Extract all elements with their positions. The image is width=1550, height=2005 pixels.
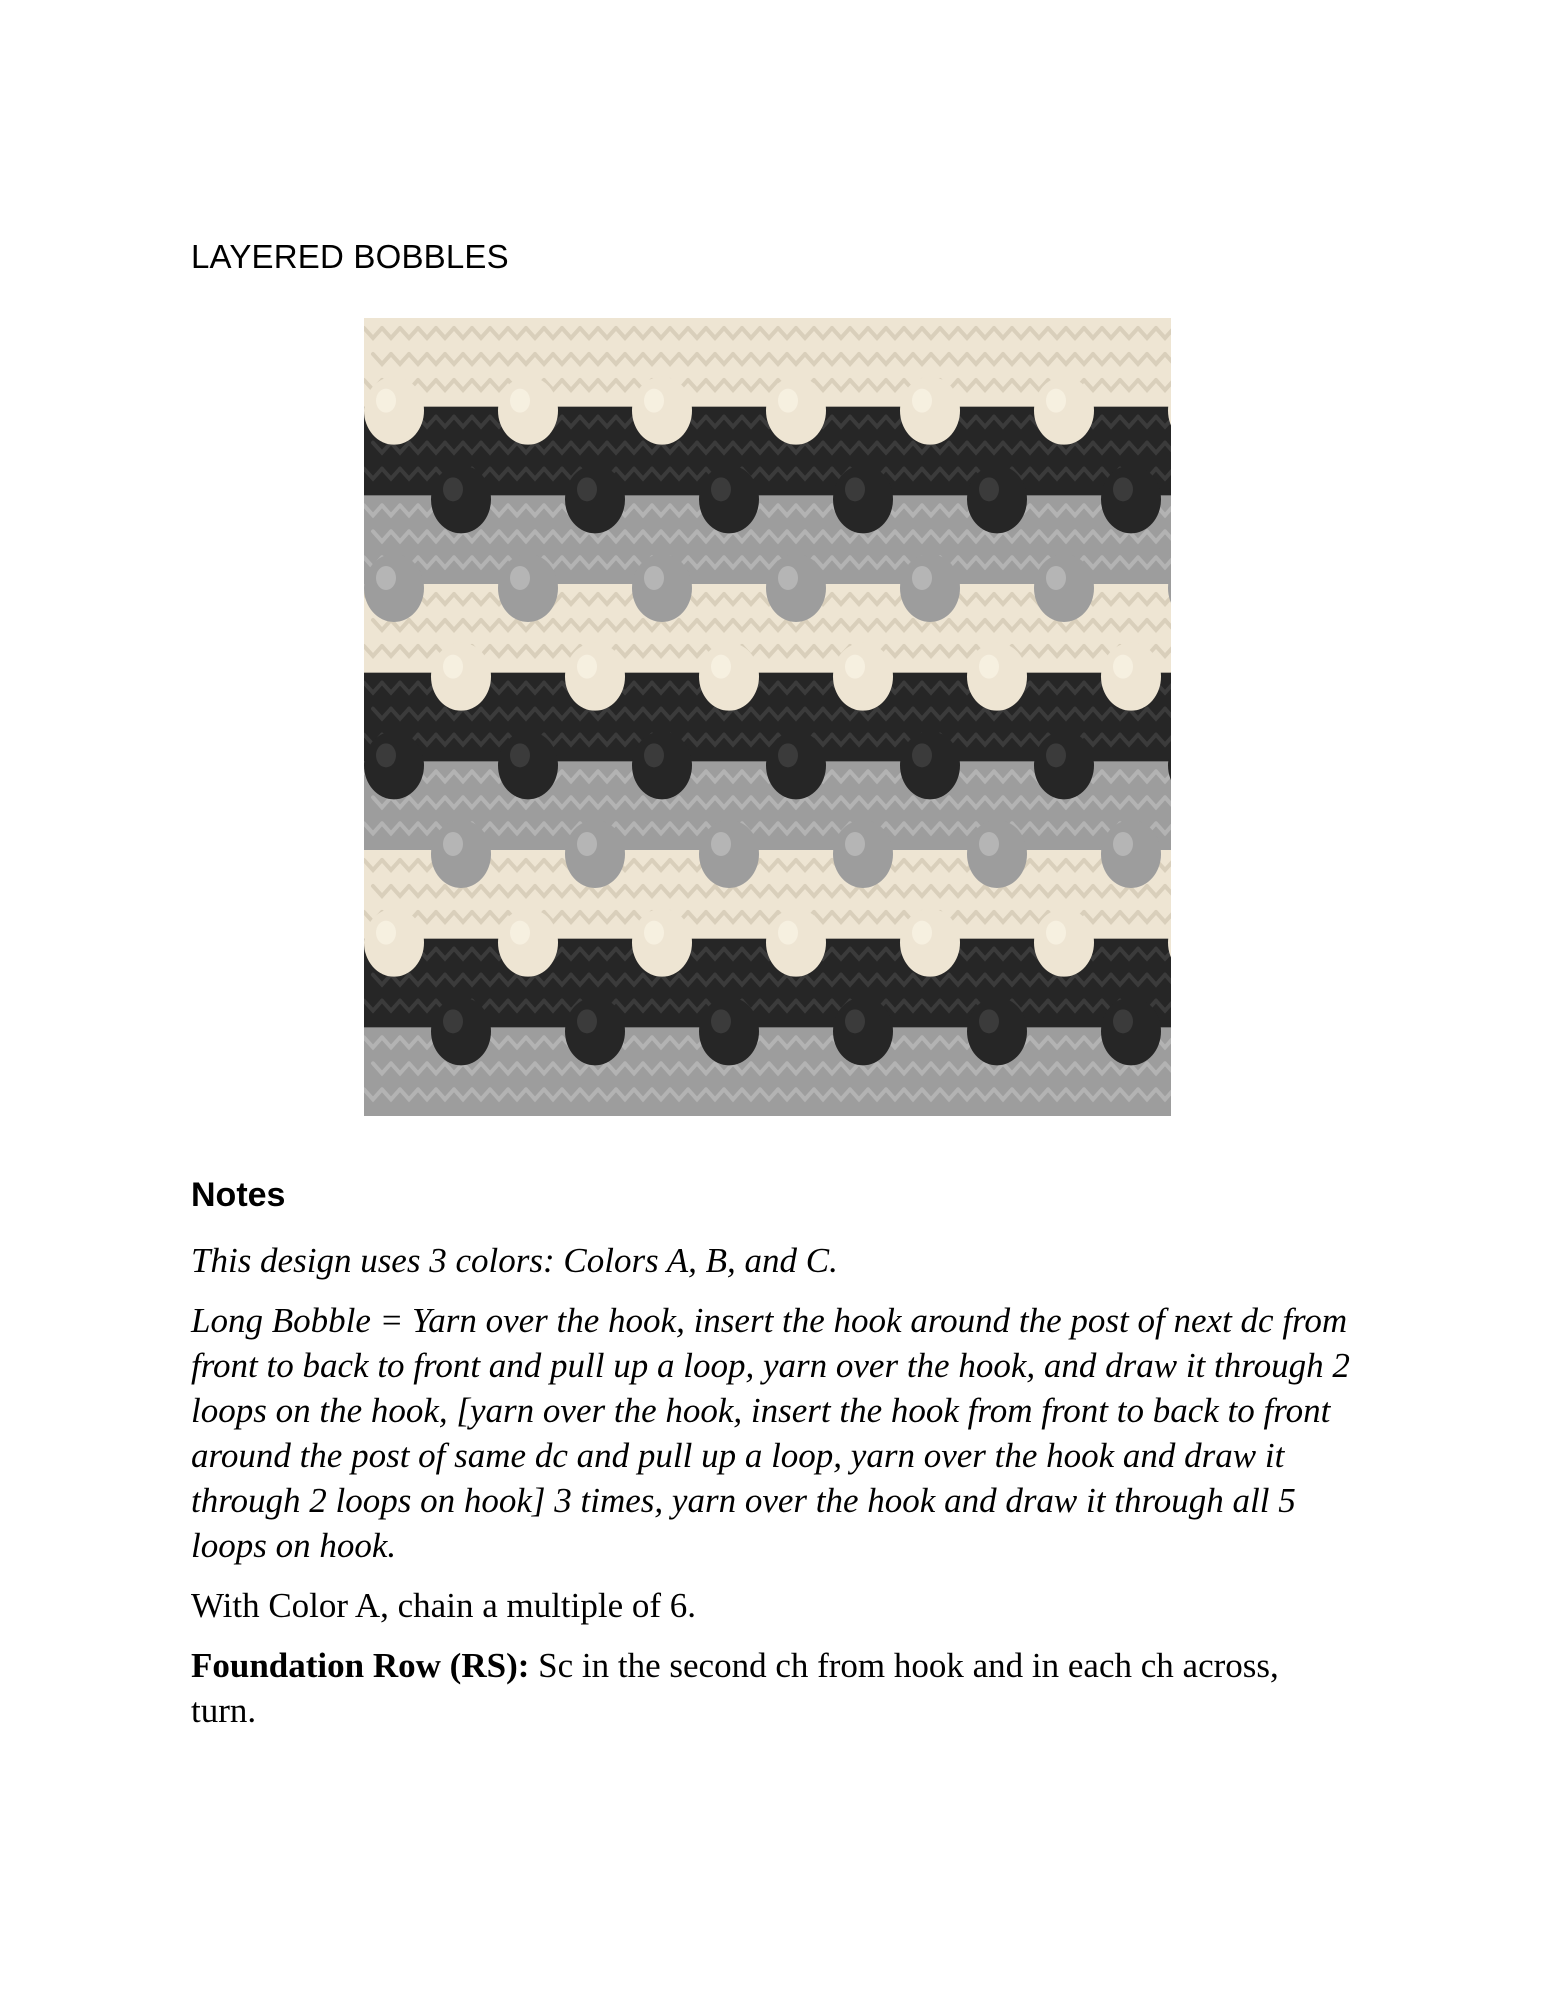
long-bobble-definition: Long Bobble = Yarn over the hook, insert the hook around the post of next dc from front to back to front and pull up a loop, yarn over the hook, and draw it through 2 loops on the hook, [yarn over the hook, insert the hook from front to back to front around the post of same dc and pull up a loop, yarn over the hook and draw it through 2 loops on hook] 3 times, yarn over the hook and draw it through all 5 loops on hook.	[191, 1301, 1350, 1565]
crochet-swatch-graphic	[364, 318, 1171, 1116]
chain-instruction: With Color A, chain a multiple of 6.	[191, 1586, 697, 1625]
foundation-row-label: Foundation Row (RS):	[191, 1646, 530, 1685]
notes-heading: Notes	[191, 1176, 286, 1214]
colors-note: This design uses 3 colors: Colors A, B, and C.	[191, 1241, 838, 1280]
foundation-row-instruction	[191, 1643, 1351, 1733]
page-title: LAYERED BOBBLES	[191, 238, 509, 275]
foundation-row-text: Sc in the second ch from hook and in each ch across, turn.	[191, 1646, 1279, 1730]
crochet-swatch-image	[364, 318, 1171, 1116]
